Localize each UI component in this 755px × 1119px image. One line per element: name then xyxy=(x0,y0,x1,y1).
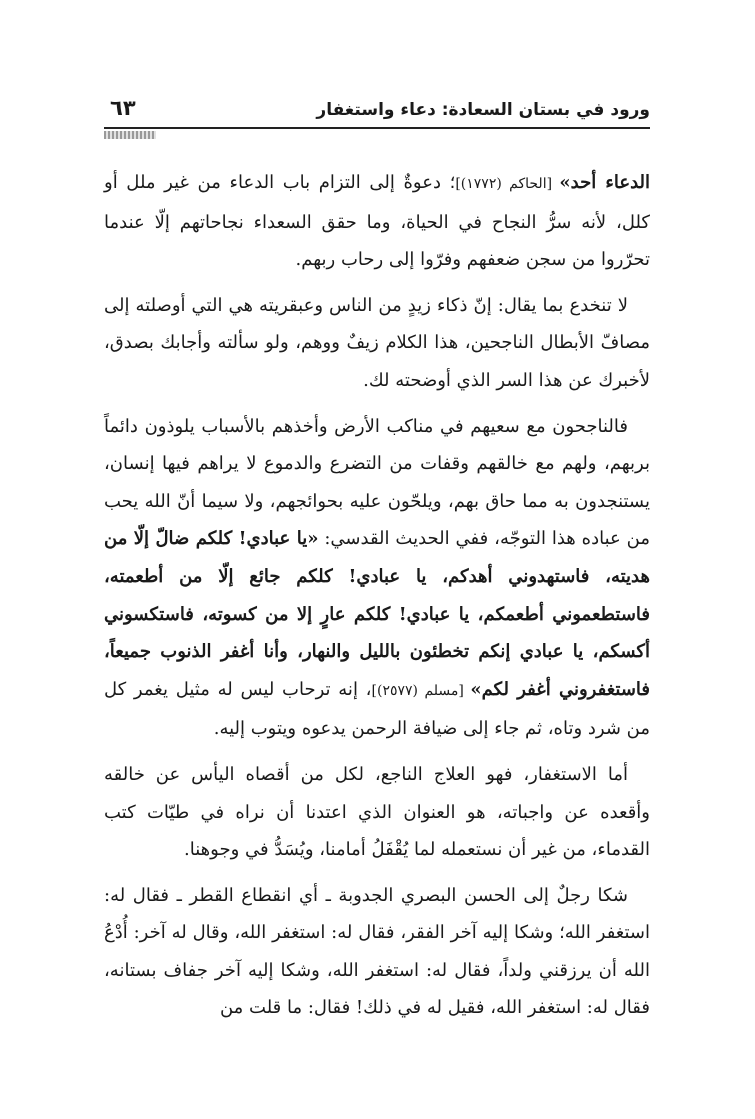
page-number: ٦٣ xyxy=(110,96,136,120)
text-run: الدعاء أحد» xyxy=(559,172,651,193)
paragraph xyxy=(104,287,650,400)
header-rule xyxy=(104,127,650,129)
text-run: «يا عبادي! كلكم ضالّ إلّا من هديته، فاستهدوني أهدكم، يا عبادي! كلكم جائع إلّا من أطعمته، فاستطعموني أطعمكم، يا عبادي! كلكم عارٍ إلا من كسوته، فاستكسوني أكسكم، يا عبادي إنكم تخطئون بالليل والنهار، وأنا أغفر الذنوب جميعاً، فاستغفروني أغفر لكم» xyxy=(104,528,651,700)
text-run: فالناجحون مع سعيهم في مناكب الأرض وأخذهم بالأسباب يلوذون دائماً بربهم، ولهم مع خالقهم وقفات من التضرع والدموع لا يراهم فيها إنسان، يستنجدون به مما حاق بهم، ويلحّون عليه بحوائجهم، ولا سيما أنّ الله يحب من عباده هذا التوجّه، ففي الحديث القدسي: xyxy=(104,415,650,550)
text-run: شكا رجلٌ إلى الحسن البصري الجدوبة ـ أي انقطاع القطر ـ فقال له: استغفر الله؛ وشكا إليه آخر الفقر، فقال له: استغفر الله، وقال له آخر: أُدْعُ الله أن يرزقني ولداً، فقال له: استغفر الله، وشكا إليه آخر جفاف بستانه، فقال له: استغفر الله، فقيل له في ذلك! فقال: ما قلت من xyxy=(104,884,650,1019)
text-run: [الحاكم (١٧٧٢)] xyxy=(455,176,560,192)
page-header xyxy=(104,90,650,130)
text-run: أما الاستغفار، فهو العلاج الناجع، لكل من أقصاه اليأس عن خالقه وأقعده عن واجباته، هو العنوان الذي اعتدنا أن نراه في طيّات كتب القدماء، من غير أن نستعمله لما يُقْفَلُ أمامنا، ويُسَدُّ في وجوهنا. xyxy=(104,763,650,861)
rule-ornament xyxy=(104,131,156,139)
text-run: ، إنه ترحاب ليس له مثيل يغمر كل من شرد وتاه، ثم جاء إلى ضيافة الرحمن يدعوه ويتوب إليه. xyxy=(104,678,650,740)
text-run: [مسلم (٢٥٧٧)] xyxy=(371,682,471,699)
body-text xyxy=(104,164,650,1035)
paragraph xyxy=(104,756,650,869)
running-title: ورود في بستان السعادة: دعاء واستغفار xyxy=(316,100,650,120)
paragraph xyxy=(104,164,650,279)
text-run: ؛ دعوةٌ إلى التزام باب الدعاء من غير ملل أو كلل، لأنه سرُّ النجاح في الحياة، وما حقق السعداء نجاحاتهم إلّا عندما تحرّروا من سجن ضعفهم وفرّوا إلى رحاب ربهم. xyxy=(104,172,650,271)
paragraph xyxy=(104,877,650,1027)
paragraph xyxy=(104,408,650,748)
text-run: لا تنخدع بما يقال: إنّ ذكاء زيدٍ من الناس وعبقريته هي التي أوصلته إلى مصافّ الأبطال الناجحين، هذا الكلام زيفٌ ووهم، ولو سألته وأجابك بصدق، لأخبرك عن هذا السر الذي أوضحته لك. xyxy=(104,294,650,391)
